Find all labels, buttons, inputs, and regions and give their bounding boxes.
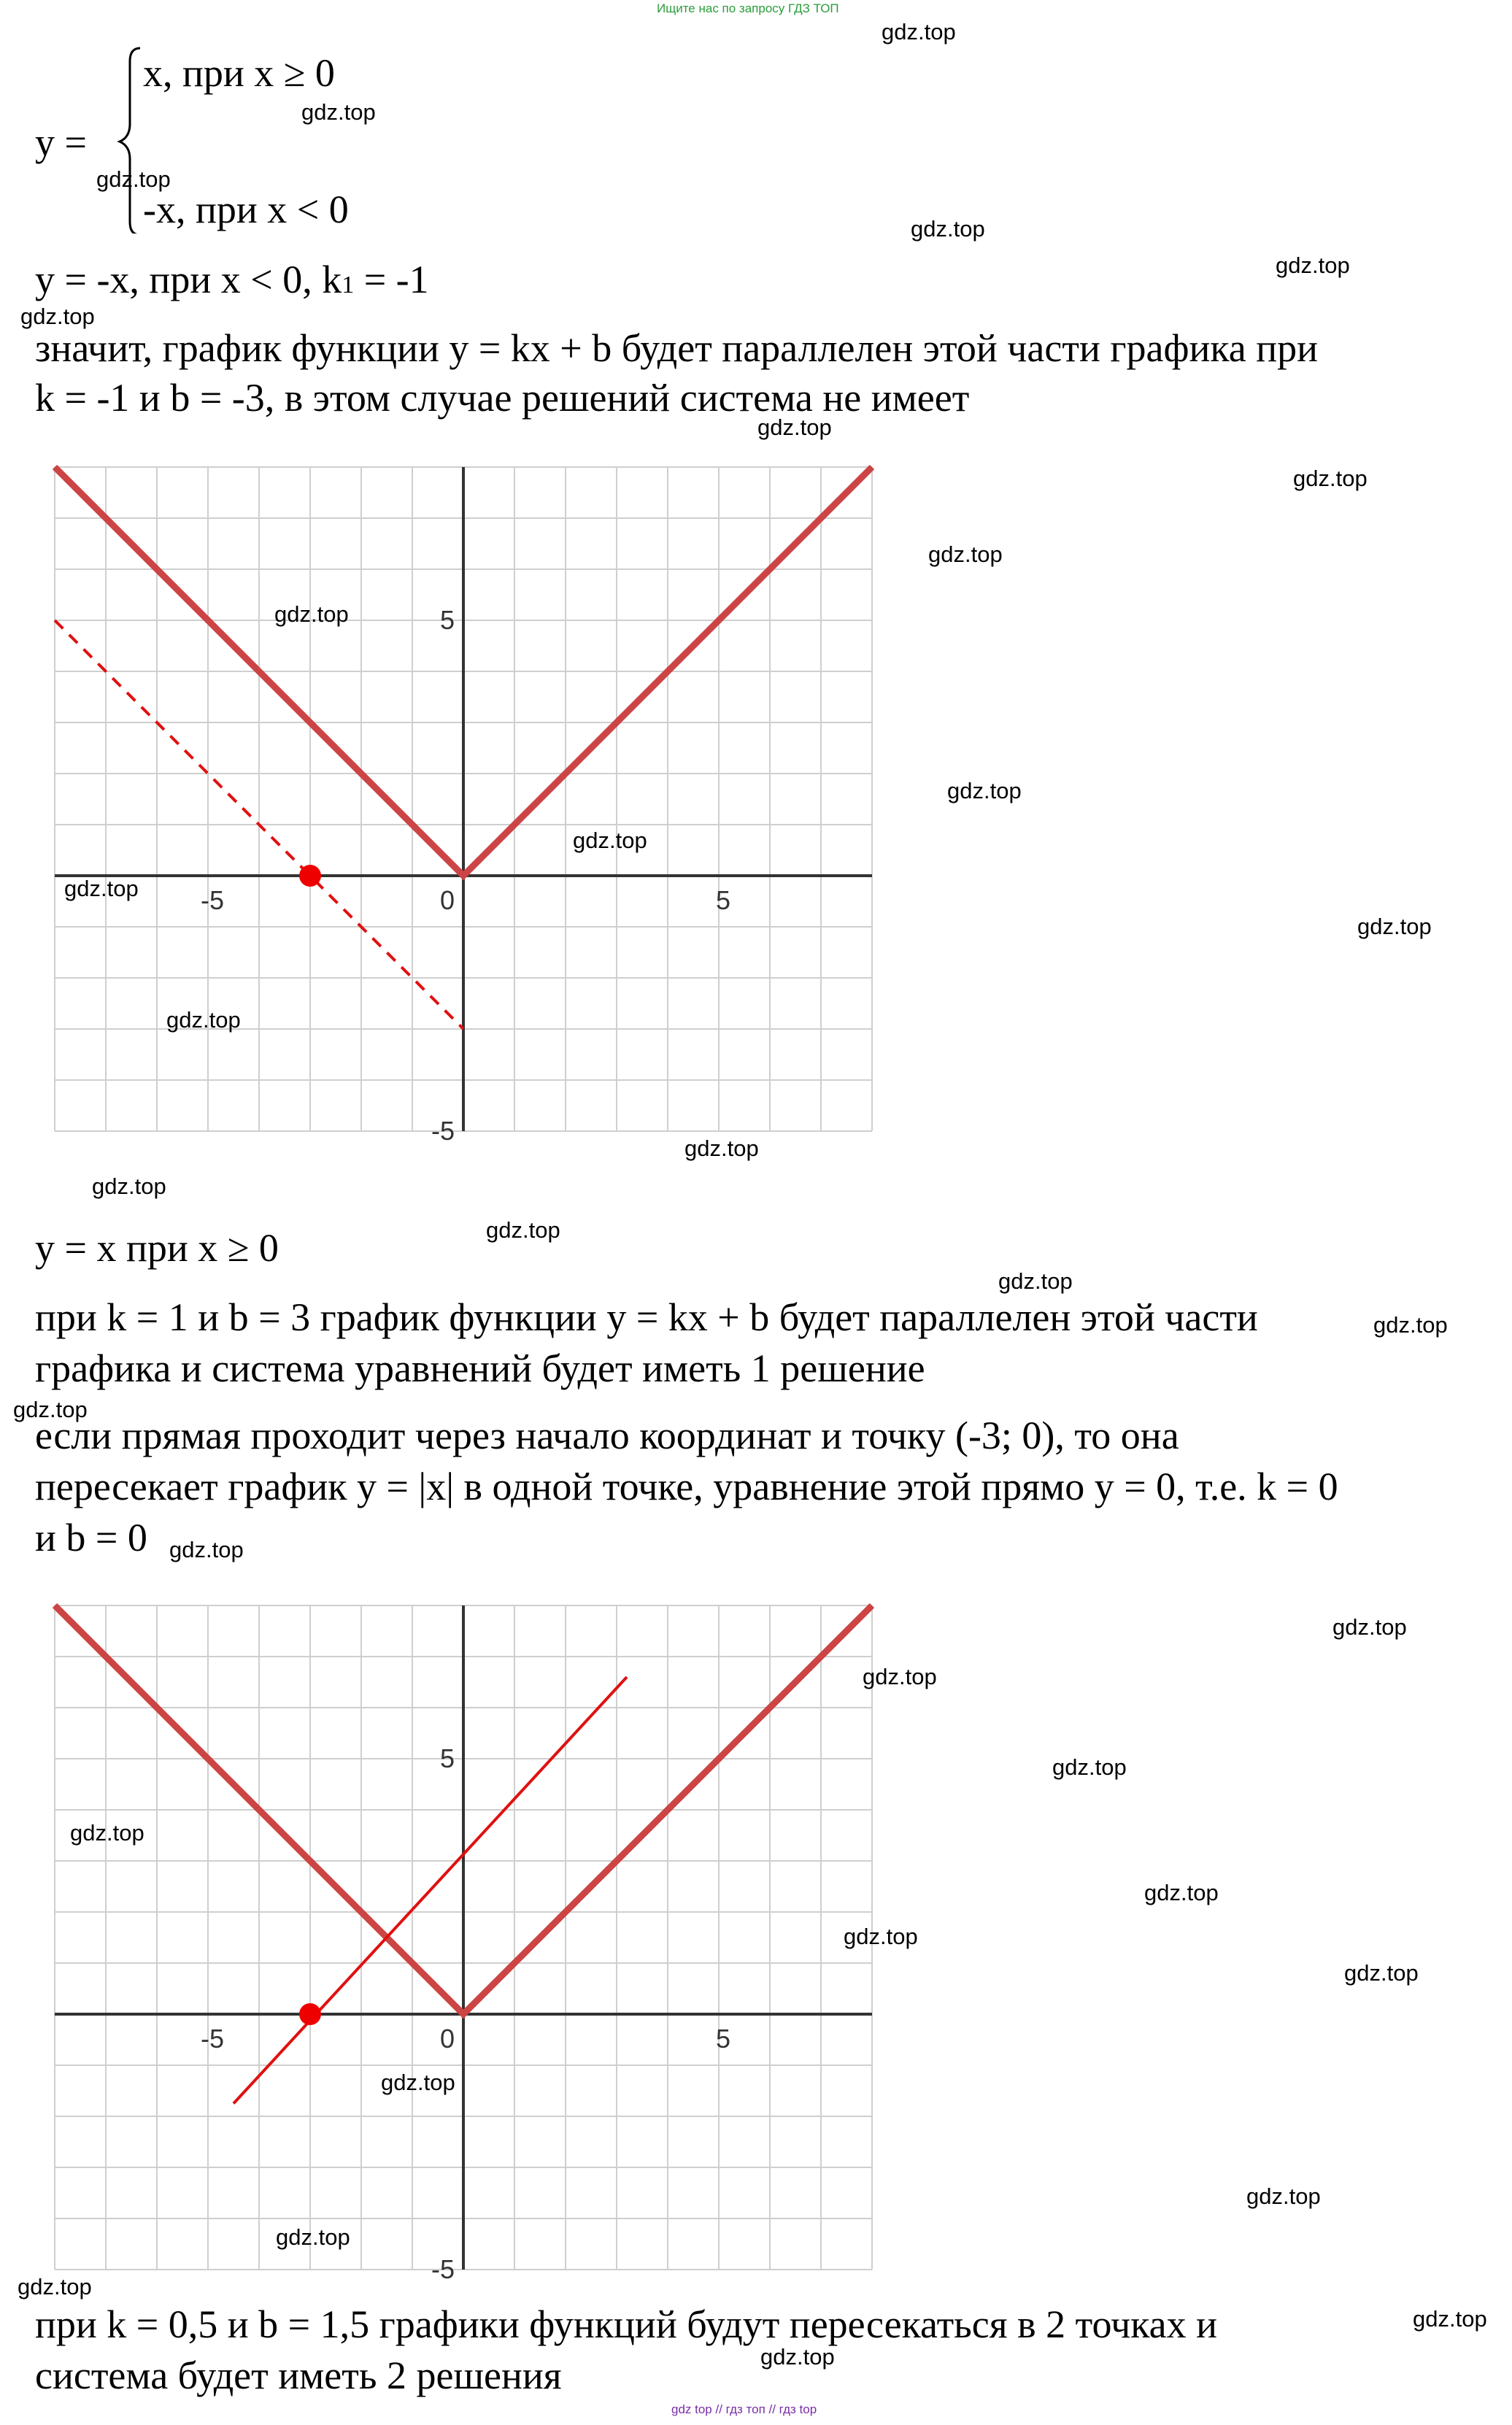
watermark: gdz.top [20,304,95,329]
x-tick-label: 5 [715,885,731,915]
watermark: gdz.top [1413,2306,1487,2332]
line-k1-end: = -1 [354,258,429,301]
x-tick-label: 5 [715,2024,731,2054]
watermark: gdz.top [1052,1754,1127,1780]
piecewise-lhs: y = [35,120,87,164]
piecewise-case2: -x, при x < 0 [143,188,349,231]
watermark: gdz.top [13,1397,88,1422]
watermark: gdz.top [301,99,376,125]
watermark: gdz.top [760,2344,835,2370]
x-tick-label: 0 [440,885,455,915]
x-tick-label: 0 [440,2024,455,2054]
watermark: gdz.top [684,1136,759,1161]
watermark: gdz.top [998,1268,1073,1294]
x-tick-label: -5 [200,885,225,915]
line-k1-main: y = -x, при x < 0, k [35,258,342,301]
y-tick-label: 5 [439,605,455,635]
graph-1-svg [29,431,898,1160]
line-k1-sub: 1 [342,271,355,298]
watermark: gdz.top [381,2070,455,2095]
y-tick-label: 5 [439,1743,455,1773]
series-line-1 [234,1677,627,2104]
watermark: gdz.top [276,2224,350,2250]
watermark: gdz.top [1344,1960,1419,1986]
para4-line1: при k = 0,5 и b = 1,5 графики функций будут пересекаться в 2 точках и [35,2302,1218,2346]
watermark: gdz.top [882,19,956,45]
para4-line2: система будет иметь 2 решения [35,2353,562,2397]
watermark: gdz.top [166,1007,241,1033]
piecewise-case1: x, при x ≥ 0 [143,51,335,95]
y-tick-label: -5 [431,1116,455,1146]
watermark: gdz.top [64,876,139,901]
watermark: gdz.top [573,828,647,853]
watermark: gdz.top [70,1820,144,1846]
watermark: gdz.top [1357,914,1432,939]
watermark: gdz.top [1144,1880,1219,1905]
para1-line2: k = -1 и b = -3, в этом случае решений система не имеет [35,376,970,420]
watermark: gdz.top [96,166,171,192]
watermark: gdz.top [757,415,832,440]
graph-2-svg [29,1569,898,2299]
watermark: gdz.top [1332,1614,1407,1640]
data-point [299,2003,321,2025]
bottom-note: gdz top // гдз топ // гдз top [671,2402,817,2416]
graph-2 [29,1569,898,2299]
watermark: gdz.top [1246,2183,1321,2209]
watermark: gdz.top [92,1173,166,1199]
watermark: gdz.top [844,1924,918,1949]
graph-1 [29,431,898,1160]
para3-line1: если прямая проходит через начало координат и точку (-3; 0), то она [35,1414,1179,1457]
watermark: gdz.top [18,2274,92,2299]
para1-line1: значит, график функции y = kx + b будет параллелен этой части графика при [35,326,1319,370]
x-tick-label: -5 [200,2024,225,2054]
para2-line2: графика и система уравнений будет иметь 1 решение [35,1346,925,1390]
para3-line2: пересекает график y = |x| в одной точке, уравнение этой прямо y = 0, т.е. k = 0 [35,1465,1338,1508]
watermark: gdz.top [1276,252,1350,278]
watermark: gdz.top [486,1217,560,1243]
top-note: Ищите нас по запросу ГДЗ ТОП [657,1,839,15]
watermark: gdz.top [1373,1312,1448,1338]
watermark: gdz.top [169,1537,244,1562]
data-point [299,865,321,887]
watermark: gdz.top [911,216,985,242]
y-tick-label: -5 [431,2254,455,2284]
para3-line3: и b = 0 [35,1516,147,1560]
watermark: gdz.top [928,541,1003,567]
watermark: gdz.top [947,778,1022,803]
watermark: gdz.top [1293,466,1368,491]
line-x-positive: y = x при x ≥ 0 [35,1226,279,1270]
watermark: gdz.top [274,601,349,627]
watermark: gdz.top [863,1664,937,1689]
line-k1 [35,254,429,311]
para2-line1: при k = 1 и b = 3 график функции y = kx + b будет параллелен этой части [35,1295,1258,1339]
